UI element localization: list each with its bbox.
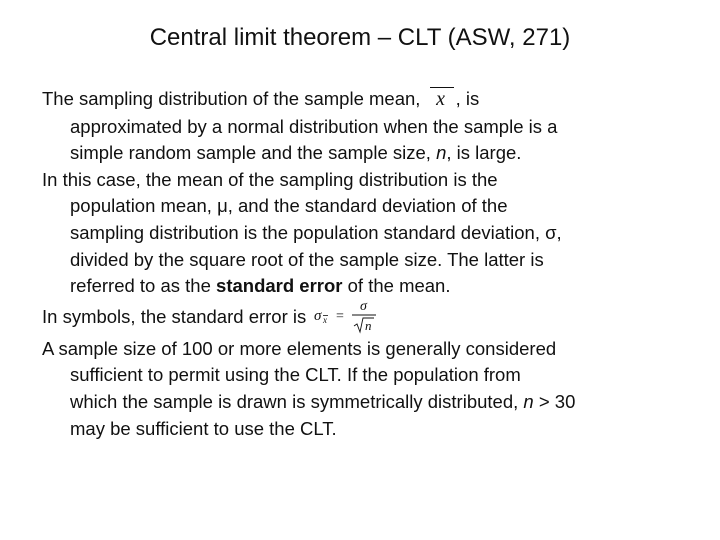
formula-numerator: σ — [360, 298, 368, 314]
text-line: approximated by a normal distribution when the sample is a — [70, 115, 558, 137]
formula-denominator: n — [365, 317, 372, 333]
x-bar-symbol: x — [426, 86, 456, 114]
text-line: may be sufficient to use the CLT. — [70, 417, 337, 439]
text-line: > 30 — [538, 390, 576, 412]
paragraph-sample-size — [42, 336, 702, 442]
text-line: In this case, the mean of the sampling distribution is the — [42, 168, 498, 190]
slide-body — [42, 86, 702, 442]
text-line: sampling distribution is the population standard deviation, σ, — [70, 221, 562, 243]
standard-error-formula — [312, 298, 380, 334]
text-line: , is large. — [446, 142, 522, 164]
paragraph-sampling-mean — [42, 167, 702, 300]
formula-equals: = — [336, 308, 345, 324]
formula-lhs-subscript: x — [323, 314, 328, 325]
text-line: referred to as the — [70, 275, 211, 297]
paragraph-clt-definition — [42, 86, 702, 167]
n-variable: n — [436, 142, 447, 164]
standard-error-term: standard error — [216, 275, 343, 297]
text-line: In symbols, the standard error is — [42, 305, 307, 327]
slide-title: Central limit theorem – CLT (ASW, 271) — [149, 24, 571, 51]
paragraph-symbols — [42, 300, 702, 336]
n-variable: n — [523, 390, 534, 412]
text-line: A sample size of 100 or more elements is generally considered — [42, 337, 557, 359]
text-line: The sampling distribution of the sample mean, — [42, 88, 421, 109]
text-line: sufficient to permit using the CLT. If the population from — [70, 364, 521, 386]
text-line: divided by the square root of the sample size. The latter is — [70, 248, 544, 270]
text-line: , is — [455, 88, 480, 109]
formula-lhs-sigma: σ — [314, 307, 322, 324]
text-line: simple random sample and the sample size, — [70, 142, 431, 164]
text-line: population mean, μ, and the standard deviation of the — [70, 195, 508, 217]
text-line: of the mean. — [347, 275, 451, 297]
text-line: which the sample is drawn is symmetrically distributed, — [70, 390, 519, 412]
